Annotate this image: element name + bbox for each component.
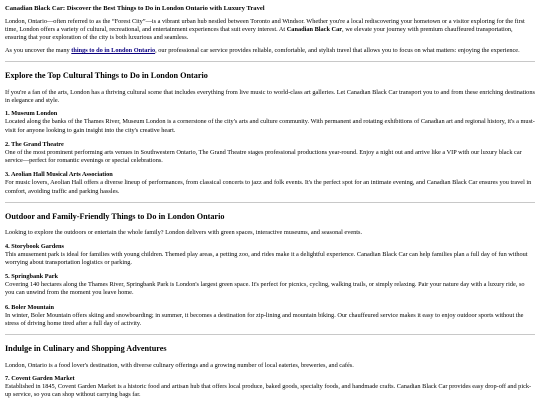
things-to-do-link[interactable]: things to do in London Ontario xyxy=(71,47,156,55)
item-text: Covering 140 hectares along the Thames River, Springbank Park is London's largest green space. It's perfect for picnics, cycling, walking trails, or simply relaxing. Pair your nature day with a luxury ride, so you can unwind from the moment you leave home. xyxy=(5,281,525,297)
intro-text-4: , our professional car service provides reliable, comfortable, and stylish travel that allows you to focus on what matters: enjoying the experience. xyxy=(155,47,520,55)
item-title: 6. Boler Mountain xyxy=(5,303,55,311)
item-text: This amusement park is ideal for families with young children. Themed play areas, a petting zoo, and rides make it a delightful experience. Canadian Black Car can help families plan a full day of fun without worrying about transportation logistics or parking. xyxy=(5,250,528,266)
list-item xyxy=(5,375,535,400)
section-cultural xyxy=(5,71,535,196)
divider xyxy=(5,334,535,335)
section-lead: London, Ontario is a food lover's destination, with diverse culinary offerings and a growing number of local eateries, breweries, and cafés. xyxy=(5,361,354,369)
intro-paragraph xyxy=(5,18,535,43)
item-title: 4. Storybook Gardens xyxy=(5,242,64,250)
intro-paragraph-2 xyxy=(5,47,535,55)
item-title: 2. The Grand Theatre xyxy=(5,140,64,148)
section-heading: Explore the Top Cultural Things to Do in London Ontario xyxy=(5,71,208,81)
item-title: 5. Springbank Park xyxy=(5,273,59,281)
page-title: Canadian Black Car: Discover the Best Things to Do in London Ontario with Luxury Travel xyxy=(5,5,265,12)
section-lead: Looking to explore the outdoors or entertain the whole family? London delivers with green spaces, interactive museums, and seasonal events. xyxy=(5,229,363,237)
section-heading: Outdoor and Family-Friendly Things to Do in London Ontario xyxy=(5,211,225,221)
section-outdoor xyxy=(5,212,535,328)
item-title: 3. Aeolian Hall Musical Arts Association xyxy=(5,171,113,179)
list-item xyxy=(5,171,535,196)
item-text: For music lovers, Aeolian Hall offers a diverse lineup of performances, from classical concerts to jazz and folk events. It's the perfect spot for an intimate evening, and Canadian Black Car ensures you travel in comfort, avoiding traffic and parking hassles. xyxy=(5,179,532,195)
item-text: One of the most prominent performing arts venues in Southwestern Ontario, The Grand Theatre stages professional productions year-round. Enjoy a night out and arrive like a VIP with our luxury black car service—perfect for romantic evenings or special celebrations. xyxy=(5,148,522,165)
divider xyxy=(5,202,535,203)
intro-text-1: London, Ontario—often referred to as the “Forest City”—is a vibrant urban hub nestled between Toronto and Windsor. Whether you're a local rediscovering your hometown or a visitor exploring for the first time, London offers a variety of cultural, recreational, and entertainment experiences that suit every interest. At xyxy=(5,17,525,33)
list-item xyxy=(5,304,535,329)
item-title: 1. Museum London xyxy=(5,110,58,118)
section-heading: Indulge in Culinary and Shopping Adventures xyxy=(5,344,167,354)
divider xyxy=(5,61,535,62)
item-title: 7. Covent Garden Market xyxy=(5,375,75,382)
item-text: Established in 1845, Covent Garden Market is a historic food and artisan hub that offers local produce, baked goods, specialty foods, and handmade crafts. Canadian Black Car provides easy drop-off and pick-up service, so you can shop without carrying bags far. xyxy=(5,383,532,399)
list-item xyxy=(5,110,535,135)
section-culinary xyxy=(5,344,535,399)
intro-text-3: As you uncover the many xyxy=(5,47,72,55)
item-text: Located along the banks of the Thames River, Museum London is a cornerstone of the city's arts and culture community. With permanent and rotating exhibitions of Canadian art and regional history, it's a must-visit for anyone looking to gain insight into the city's creative heart. xyxy=(5,118,535,134)
list-item xyxy=(5,141,535,166)
brand-name: Canadian Black Car xyxy=(286,25,343,33)
list-item xyxy=(5,273,535,298)
intro-text-2: , we elevate your journey with premium chauffeured transportation, ensuring that your exploration of the city is both luxurious and seamless. xyxy=(5,25,513,41)
section-lead: If you're a fan of the arts, London has a thriving cultural scene that includes everything from live music to world-class art galleries. Let Canadian Black Car transport you to and from these enriching destinations in elegance and style. xyxy=(5,88,535,105)
item-text: In winter, Boler Mountain offers skiing and snowboarding; in summer, it becomes a destination for zip-lining and mountain biking. Our chauffeured service makes it easy to enjoy outdoor sports without the stress of driving home tired after a full day of activity. xyxy=(5,311,524,327)
list-item xyxy=(5,243,535,268)
